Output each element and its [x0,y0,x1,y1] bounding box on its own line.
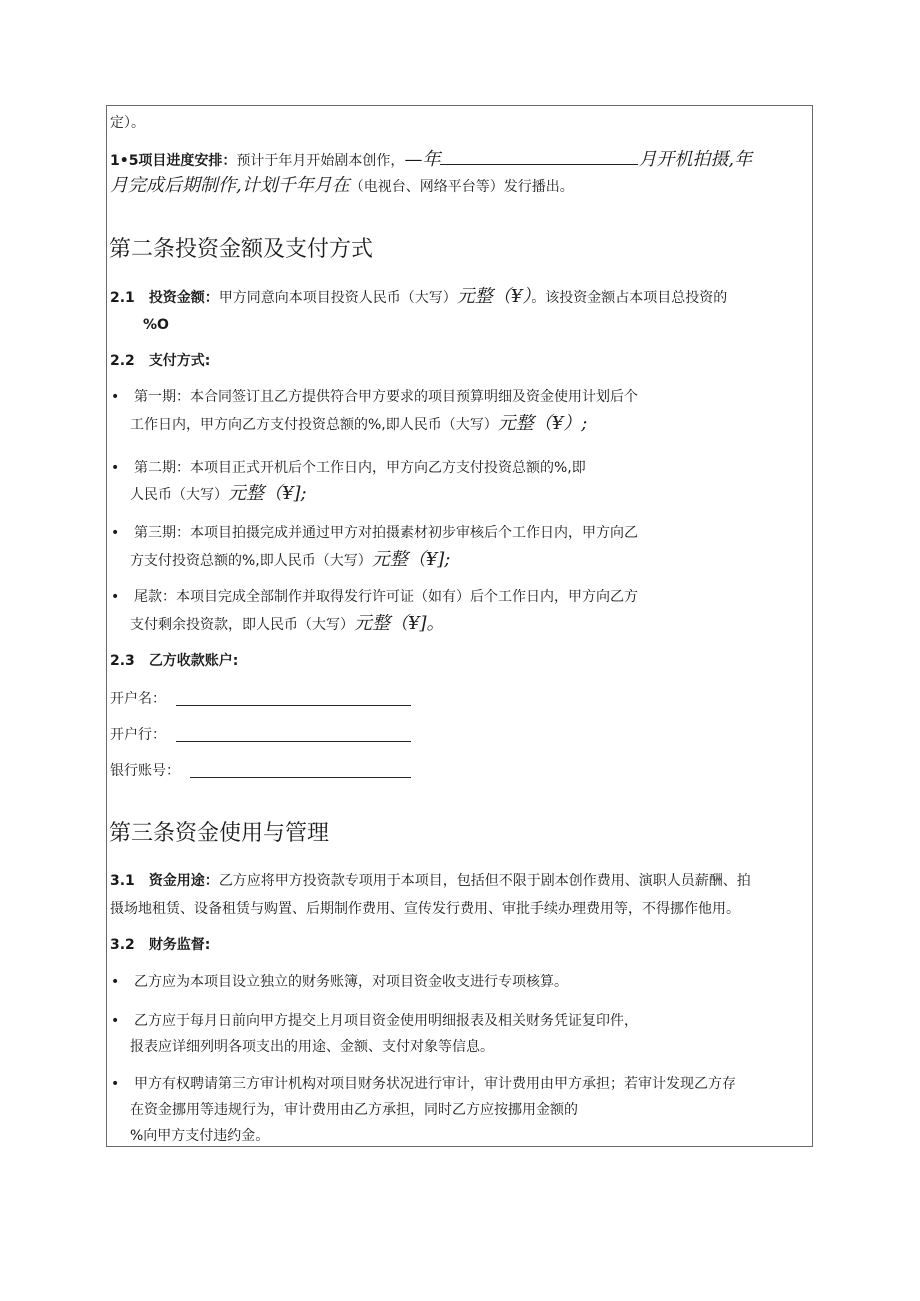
payment-item-1-line2 [130,415,587,434]
article-2-heading: 第二条投资金额及支付方式 [109,237,374,262]
payment-item-4-text: 支付剩余投资款，即人民币（大写） [130,617,354,633]
clause-2-3-number: 2.3 [110,653,135,669]
bullet-marker: • [111,389,120,405]
clause-1-5-text1: 预计于年月开始剧本创作， [236,153,405,169]
payment-item-4-line2 [130,615,444,634]
bullet-marker: • [111,460,120,476]
clause-2-1-line1 [110,288,727,307]
article-3-heading: 第三条资金使用与管理 [109,821,330,846]
clause-3-2-number: 3.2 [110,937,135,953]
clause-1-5-line1 [110,150,752,170]
payment-item-1-line1: 第一期：本合同签订且乙方提供符合甲方要求的项目预算明细及资金使用计划后个 [134,389,638,405]
clause-2-1-text2: 。该投资金额占本项目总投资的 [531,290,728,306]
clause-3-1-line1 [110,872,751,890]
continuation-text: 定）。 [110,115,145,131]
clause-1-5-italic2: 月开机拍摄,年 [638,149,753,170]
clause-2-1-label: 投资金额： [148,290,219,306]
bullet-marker: • [111,1076,120,1092]
bullet-marker: • [111,974,120,990]
clause-1-5-label: 1•5项目进度安排： [110,153,237,169]
clause-1-5-italic3: 月完成后期制作,计划千年月在 [110,175,350,196]
account-number-field[interactable] [190,777,411,778]
payment-item-3-line1: 第三期：本项目拍摄完成并通过甲方对拍摄素材初步审核后个工作日内，甲方向乙 [134,525,638,541]
account-name-field[interactable] [176,705,411,706]
supervision-item-2-line1: 乙方应于每月日前向甲方提交上月项目资金使用明细报表及相关财务凭证复印件， [134,1013,638,1029]
payment-item-3-line2 [130,551,450,570]
supervision-item-3-line2: 在资金挪用等违规行为，审计费用由乙方承担，同时乙方应按挪用金额的 [130,1102,578,1118]
clause-2-2-label: 支付方式: [148,353,211,369]
clause-1-5-line2 [110,177,574,196]
clause-3-1-text1: 乙方应将甲方投资款专项用于本项目，包括但不限于剧本创作费用、演职人员薪酬、拍 [218,873,751,889]
clause-2-1-italic: 元整（¥） [456,286,532,307]
payment-item-4-italic: 元整（¥]。 [354,613,445,634]
bank-name-label: 开户行： [110,727,166,743]
blank-underline [440,150,638,165]
payment-item-1-text: 工作日内，甲方向乙方支付投资总额的%,即人民币（大写） [130,417,498,433]
payment-item-3-italic: 元整（¥]; [371,549,451,570]
account-number-label: 银行账号： [110,763,180,779]
clause-2-1-cont: %O [143,317,169,333]
clause-2-1-text1: 甲方同意向本项目投资人民币（大写） [218,290,457,306]
bullet-marker: • [111,525,120,541]
payment-item-2-text: 人民币（大写） [130,487,228,503]
supervision-item-1-line1: 乙方应为本项目设立独立的财务账簿，对项目资金收支进行专项核算。 [134,974,568,990]
clause-3-1-label: 资金用途： [148,873,219,889]
payment-item-2-line1: 第二期：本项目正式开机后个工作日内，甲方向乙方支付投资总额的%,即 [134,460,586,476]
supervision-item-3-line3: %向甲方支付违约金。 [130,1128,270,1144]
bullet-marker: • [111,1013,120,1029]
payment-item-3-text: 方支付投资总额的%,即人民币（大写） [130,553,372,569]
clause-1-5-italic1: —年 [404,149,441,170]
payment-item-2-line2 [130,485,307,504]
clause-2-3-heading [110,652,238,670]
clause-3-2-label: 财务监督: [148,937,211,953]
supervision-item-3-line1: 甲方有权聘请第三方审计机构对项目财务状况进行审计，审计费用由甲方承担；若审计发现乙方存 [134,1076,736,1092]
clause-3-1-line2: 摄场地租赁、设备租赁与购置、后期制作费用、宣传发行费用、审批手续办理费用等，不得挪作他用。 [110,901,740,917]
clause-2-2-heading [110,352,210,370]
supervision-item-2-line2: 报表应详细列明各项支出的用途、金额、支付对象等信息。 [130,1039,494,1055]
account-name-label: 开户名： [110,691,166,707]
bank-name-field[interactable] [176,741,411,742]
clause-3-2-heading [110,936,210,954]
payment-item-2-italic: 元整（¥]; [228,483,307,504]
clause-3-1-number: 3.1 [110,873,135,889]
clause-2-1-number: 2.1 [110,290,135,306]
payment-item-1-italic: 元整（¥）; [497,413,588,434]
clause-1-5-text2: （电视台、网络平台等）发行播出。 [349,179,574,195]
clause-2-3-label: 乙方收款账户: [148,653,239,669]
bullet-marker: • [111,589,120,605]
clause-2-2-number: 2.2 [110,353,135,369]
payment-item-4-line1: 尾款：本项目完成全部制作并取得发行许可证（如有）后个工作日内，甲方向乙方 [134,589,638,605]
